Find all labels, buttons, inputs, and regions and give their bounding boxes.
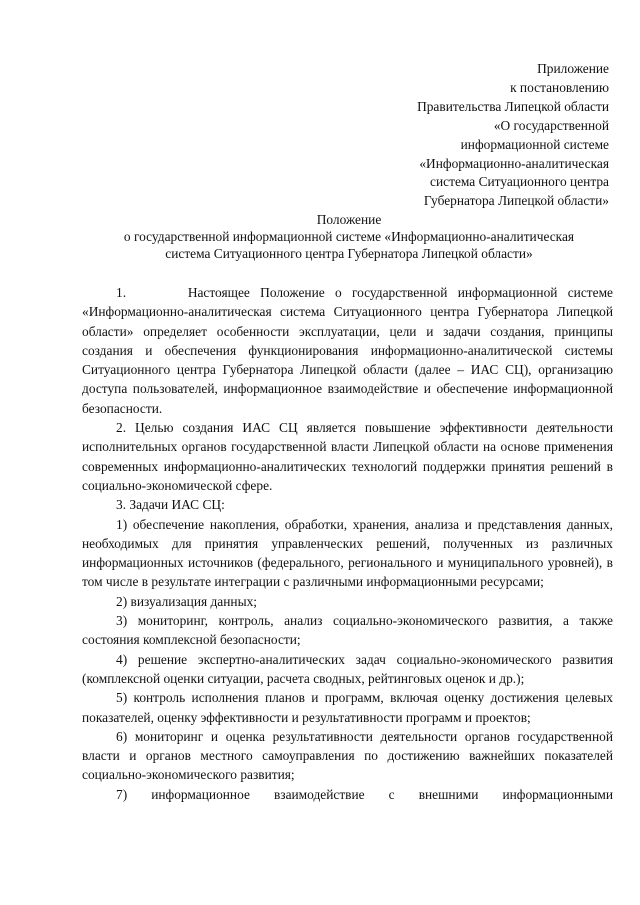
paragraph-2: 2. Целью создания ИАС СЦ является повышение эффективности деятельности исполнительных органов государственной власти Липецкой области на основе применения современных информационно-аналитических технологий поддержки принятия решений в социально-экономической сфере. <box>82 420 613 493</box>
document-title <box>82 211 616 263</box>
appendix-line: к постановлению <box>510 79 609 95</box>
task-item-2: 2) визуализация данных; <box>116 593 258 609</box>
paragraph-3: 3. Задачи ИАС СЦ: <box>116 497 225 513</box>
title-line: о государственной информационной системе «Информационно-аналитическая <box>123 229 575 245</box>
task-item-6: 6) мониторинг и оценка результативности деятельности органов государственной власти и органов местного самоуправления по достижению важнейших показателей социально-экономического развития; <box>82 728 613 783</box>
task-item-7: 7) информационное взаимодействие с внешними информационными <box>116 786 613 802</box>
appendix-line: Губернатора Липецкой области» <box>423 193 609 209</box>
document-body <box>82 283 613 804</box>
title-line: Положение <box>316 212 382 227</box>
task-item-4: 4) решение экспертно-аналитических задач социально-экономического развития (комплексной оценки ситуации, расчета сводных, рейтинговых оценок и др.); <box>82 651 613 686</box>
appendix-line: система Ситуационного центра <box>430 174 609 190</box>
appendix-line: информационной системе <box>460 136 609 152</box>
task-item-1: 1) обеспечение накопления, обработки, хранения, анализа и представления данных, необходимых для принятия управленческих решений, полученных из различных информационных источников (федерального, регионального и муниципального уровней), в том числе в результате интеграции с различными информационными ресурсами; <box>82 516 613 590</box>
appendix-line: Правительства Липецкой области <box>417 98 609 114</box>
title-line: система Ситуационного центра Губернатора Липецкой области» <box>165 246 533 262</box>
task-item-3: 3) мониторинг, контроль, анализ социально-экономического развития, а также состояния комплексной безопасности; <box>82 613 613 648</box>
paragraph-1: 1. Настоящее Положение о государственной информационной системе «Информационно-аналитическая система Ситуационного центра Губернатора Липецкой области» определяет особенности эксплуатации, цели и задачи создания, принципы создания и обеспечения функционирования информационно-аналитической системы Ситуационного центра Губернатора Липецкой области (далее – ИАС СЦ), организацию доступа пользователей, информационное взаимодействие и обеспечение информационной безопасности. <box>82 285 613 416</box>
appendix-line: «О государственной <box>493 117 609 133</box>
appendix-line: «Информационно-аналитическая <box>419 155 609 171</box>
appendix-line: Приложение <box>537 61 609 76</box>
task-item-5: 5) контроль исполнения планов и программ, включая оценку достижения целевых показателей, оценку эффективности и результативности программ и проектов; <box>82 690 613 725</box>
appendix-header <box>417 60 609 211</box>
